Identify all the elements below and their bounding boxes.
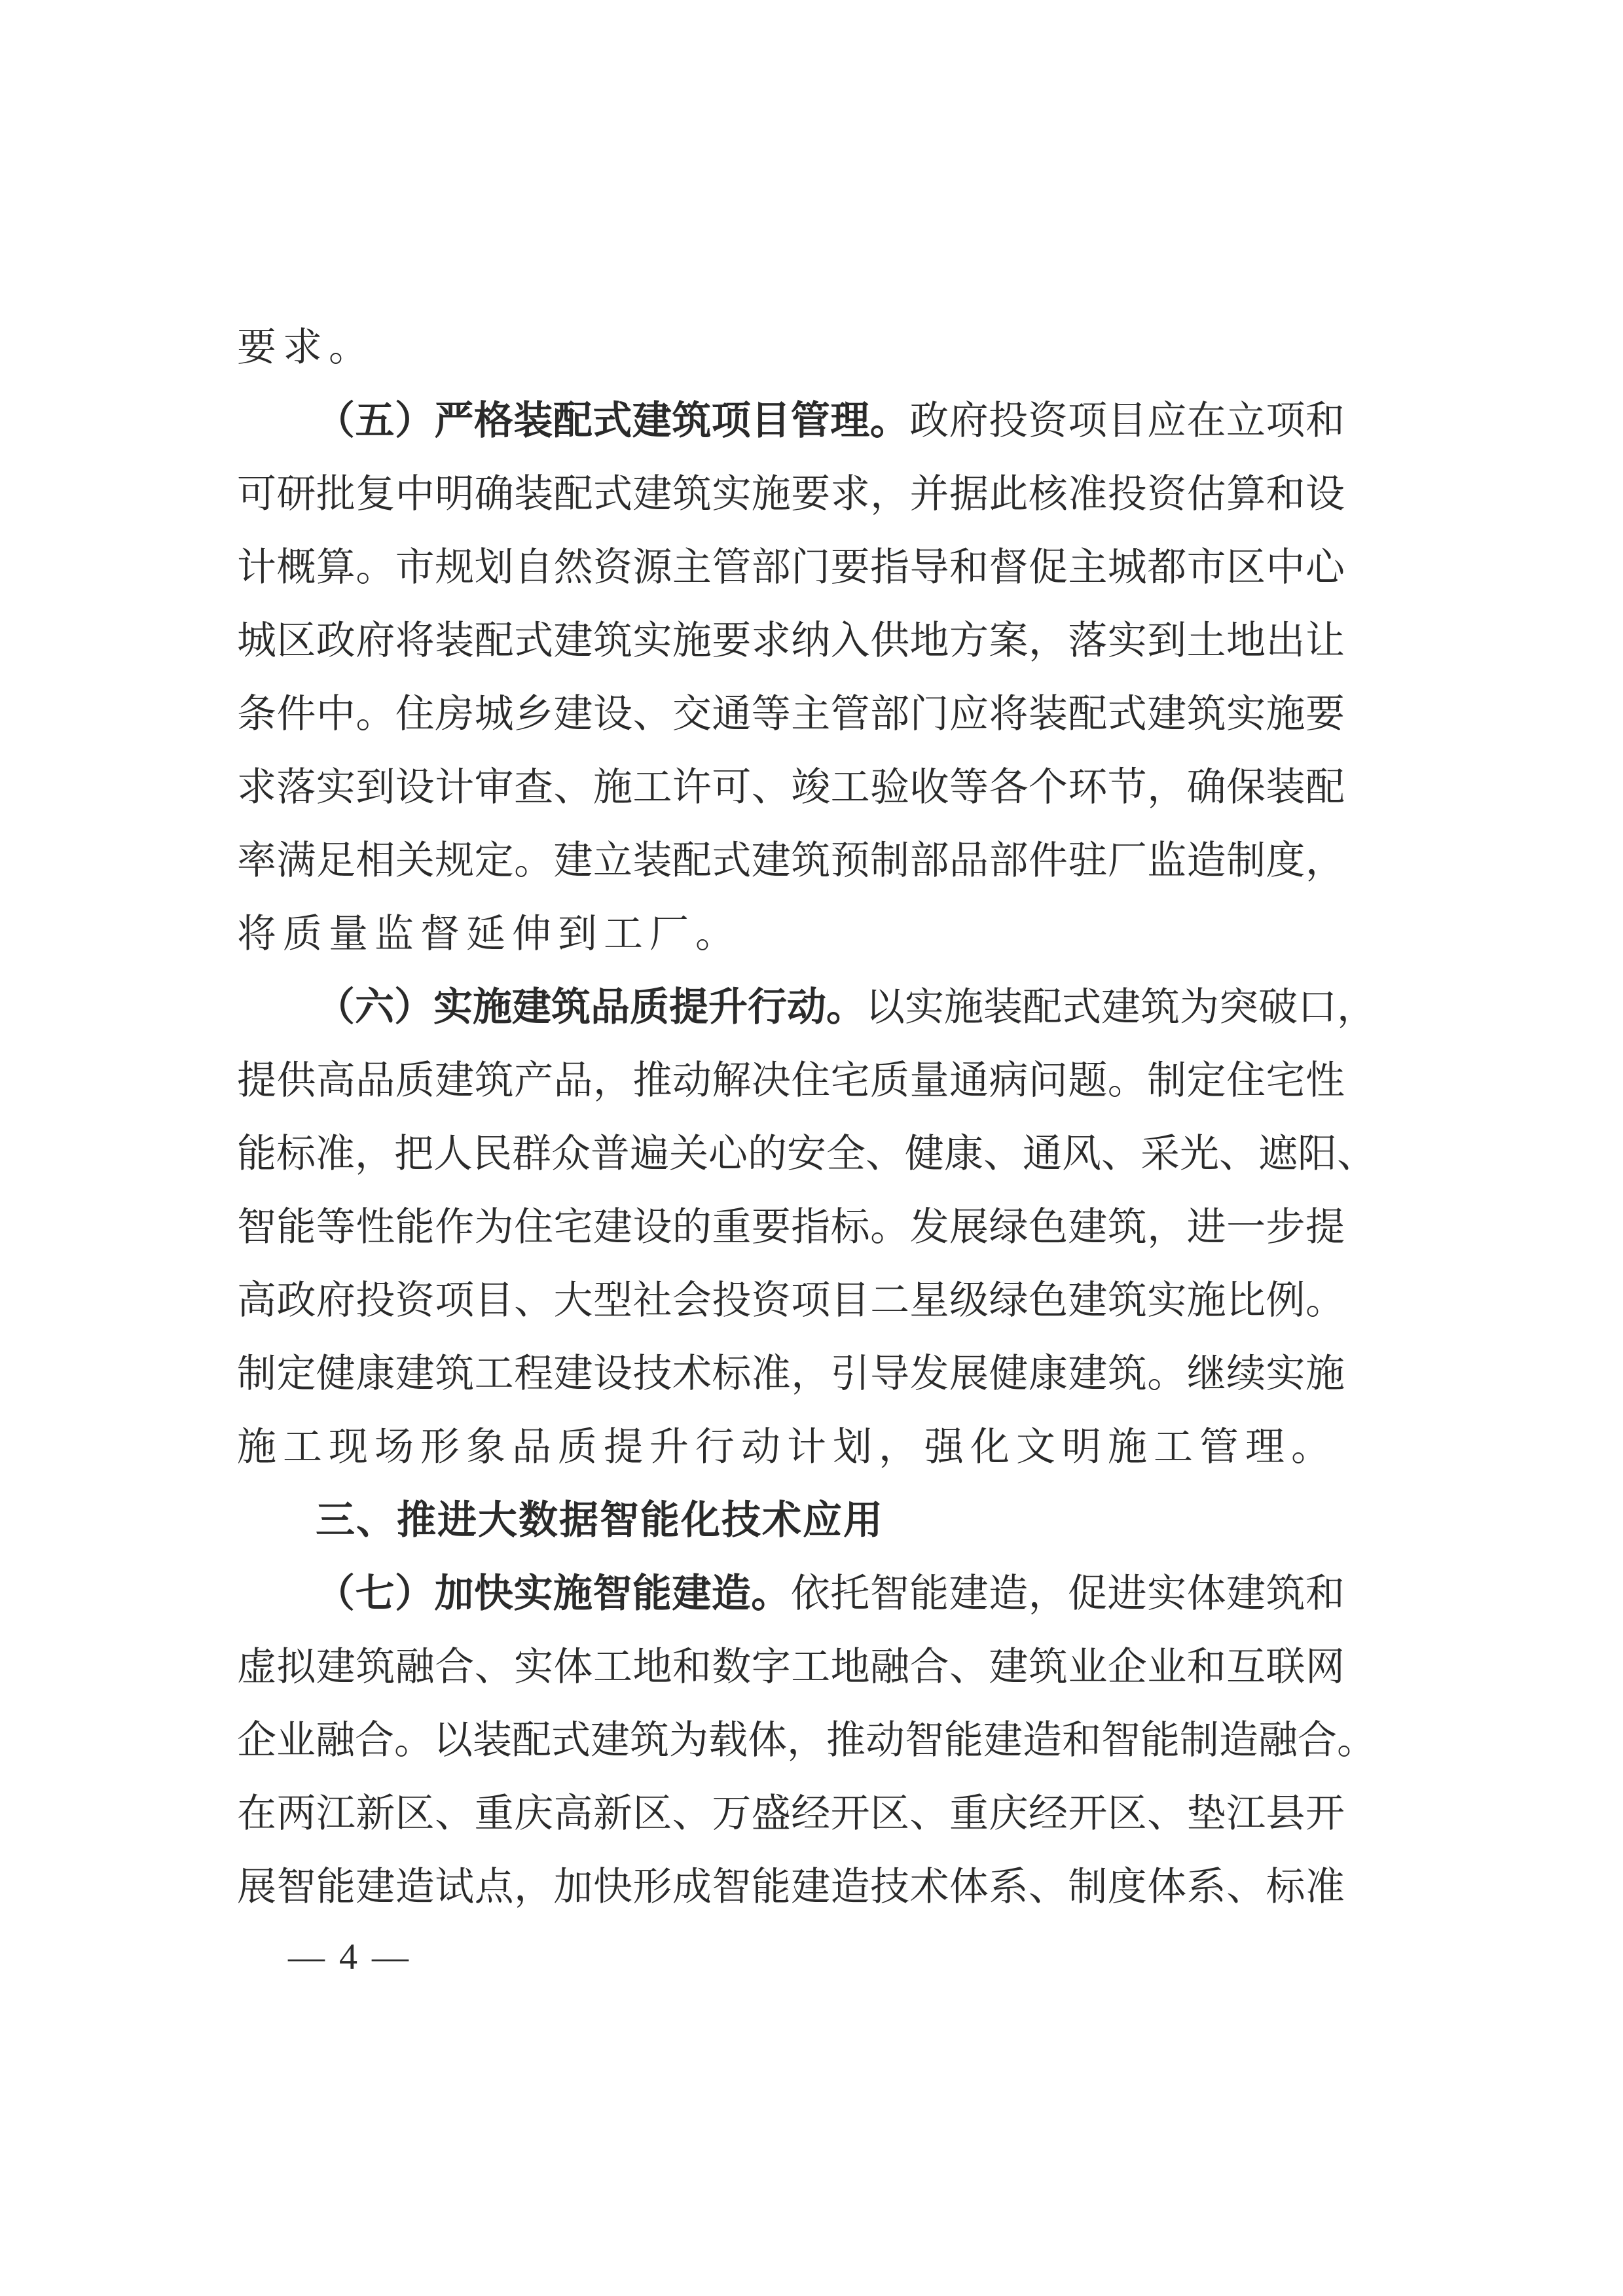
text-line: 将质量监督延伸到工厂。 xyxy=(237,911,741,957)
text-line: 城区政府将装配式建筑实施要求纳入供地方案，落实到土地出让 xyxy=(237,618,1345,664)
text-line xyxy=(237,971,1376,1044)
text-line: 率满足相关规定。建立装配式建筑预制部品部件驻厂监造制度， xyxy=(237,838,1345,884)
text-line xyxy=(237,1557,1345,1630)
text-line: 施工现场形象品质提升行动计划，强化文明施工管理。 xyxy=(237,1424,1337,1470)
text-line: 要求。 xyxy=(237,325,374,370)
text-segment: 以实施装配式建筑为突破口， xyxy=(866,984,1376,1030)
text-line: 智能等性能作为住宅建设的重要指标。发展绿色建筑，进一步提 xyxy=(237,1204,1345,1250)
text-line: 虚拟建筑融合、实体工地和数字工地融合、建筑业企业和互联网 xyxy=(237,1644,1345,1690)
text-line: 企业融合。以装配式建筑为载体，推动智能建造和智能制造融合。 xyxy=(237,1717,1376,1763)
text-line: 在两江新区、重庆高新区、万盛经开区、重庆经开区、垫江县开 xyxy=(237,1791,1345,1837)
text-line: 求落实到设计审查、施工许可、竣工验收等各个环节，确保装配 xyxy=(237,764,1345,810)
text-line xyxy=(237,384,1345,457)
text-segment: 政府投资项目应在立项和 xyxy=(909,398,1345,444)
text-line: 可研批复中明确装配式建筑实施要求，并据此核准投资估算和设 xyxy=(237,471,1345,517)
text-line: 计概算。市规划自然资源主管部门要指导和督促主城都市区中心 xyxy=(237,545,1345,590)
text-line: 高政府投资项目、大型社会投资项目二星级绿色建筑实施比例。 xyxy=(237,1278,1345,1323)
text-line: 制定健康建筑工程建设技术标准，引导发展健康建筑。继续实施 xyxy=(237,1351,1345,1397)
text-line: 能标准，把人民群众普遍关心的安全、健康、通风、采光、遮阳、 xyxy=(237,1131,1376,1177)
section-heading-6: （六）实施建筑品质提升行动。 xyxy=(316,984,866,1030)
section-heading-5: （五）严格装配式建筑项目管理。 xyxy=(316,398,910,444)
section-heading-7: （七）加快实施智能建造。 xyxy=(316,1571,791,1617)
chapter-heading: 三、推进大数据智能化技术应用 xyxy=(316,1498,884,1543)
page-number: — 4 — xyxy=(288,1937,411,1977)
text-line: 条件中。住房城乡建设、交通等主管部门应将装配式建筑实施要 xyxy=(237,691,1345,737)
text-line: 提供高品质建筑产品，推动解决住宅质量通病问题。制定住宅性 xyxy=(237,1058,1345,1103)
text-segment: 依托智能建造，促进实体建筑和 xyxy=(790,1571,1345,1617)
text-line: 展智能建造试点，加快形成智能建造技术体系、制度体系、标准 xyxy=(237,1864,1345,1910)
